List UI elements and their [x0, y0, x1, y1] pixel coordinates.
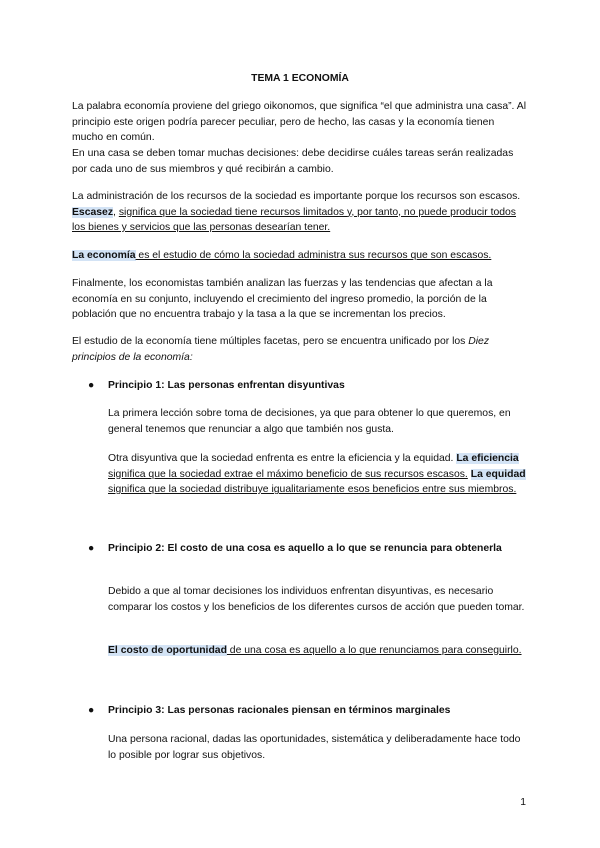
efficiency-definition: significa que la sociedad extrae el máximo beneficio de sus recursos escasos. — [108, 468, 468, 480]
principle-2-heading — [88, 541, 528, 557]
page-number: 1 — [520, 797, 526, 808]
scarcity-paragraph — [72, 189, 528, 236]
principles-intro — [72, 334, 528, 365]
principle-3-paragraph-1: Una persona racional, dadas las oportunidades, sistemática y deliberadamente hace todo lo posible por lograr sus objetivos. — [108, 734, 521, 761]
economy-term: La economía — [72, 250, 136, 261]
principle-1-lead: Otra disyuntiva que la sociedad enfrenta es entre la eficiencia y la equidad. — [108, 453, 457, 464]
principle-2-paragraph-2 — [108, 643, 528, 659]
bullet-icon: ● — [88, 380, 95, 391]
opportunity-cost-term: El costo de oportunidad — [108, 645, 227, 656]
scarcity-term: Escasez — [72, 206, 114, 218]
principle-1-heading-text: Principio 1: Las personas enfrentan disyuntivas — [108, 380, 345, 391]
scarcity-lead: La administración de los recursos de la sociedad es importante porque los recursos son escasos. — [72, 191, 521, 202]
efficiency-term: La eficiencia — [456, 453, 519, 464]
page-title: TEMA 1 ECONOMÍA — [251, 73, 349, 84]
scarcity-definition: significa que la sociedad tiene recursos limitados y, por tanto, no puede producir todos los bienes y servicios que las personas desearían tener. — [72, 206, 517, 234]
scarcity-separator: , — [113, 206, 119, 218]
equity-definition: significa que la sociedad distribuye igualitariamente esos beneficios entre sus miembros. — [108, 484, 517, 496]
bullet-icon: ● — [88, 543, 95, 554]
economy-definition-text: es el estudio de cómo la sociedad administra sus recursos que son escasos. — [135, 250, 492, 261]
intro-paragraph-1: La palabra economía proviene del griego oikonomos, que significa “el que administra una casa”. Al principio este origen podría parecer peculiar, pero de hecho, las casas y la economía tienen mucho en común. — [72, 101, 526, 144]
principle-1-heading — [88, 378, 528, 394]
opportunity-cost-definition: de una cosa es aquello a lo que renunciamos para conseguirlo. — [226, 645, 522, 656]
finally-paragraph: Finalmente, los economistas también analizan las fuerzas y las tendencias que afectan a la economía en su conjunto, incluyendo el crecimiento del ingreso promedio, la porción de la población que no encuentra trabajo y la tasa a la que se incrementan los precios. — [72, 278, 493, 321]
principle-1-paragraph-1: La primera lección sobre toma de decisiones, ya que para obtener lo que queremos, en general tenemos que renunciar a algo que también nos gusta. — [108, 408, 511, 435]
equity-term: La equidad — [470, 468, 526, 480]
principles-intro-italic: Diez principios de la economía: — [72, 336, 490, 363]
principle-2-paragraph-1: Debido a que al tomar decisiones los individuos enfrentan disyuntivas, es necesario comparar los costos y los beneficios de los diferentes cursos de acción que pueden tomar. — [108, 586, 525, 613]
principle-3-heading-text: Principio 3: Las personas racionales piensan en términos marginales — [108, 705, 451, 716]
principles-intro-text: El estudio de la economía tiene múltiples facetas, pero se encuentra unificado por los — [72, 336, 469, 347]
principle-1-paragraph-2 — [108, 451, 528, 498]
bullet-icon: ● — [88, 705, 95, 716]
principle-3-heading — [88, 703, 528, 719]
economy-definition — [72, 248, 528, 264]
intro-paragraph-2: En una casa se deben tomar muchas decisiones: debe decidirse cuáles tareas serán realizadas por cada uno de sus miembros y qué recibirán a cambio. — [72, 148, 514, 175]
principle-2-heading-text: Principio 2: El costo de una cosa es aquello a lo que se renuncia para obtenerla — [108, 543, 502, 554]
